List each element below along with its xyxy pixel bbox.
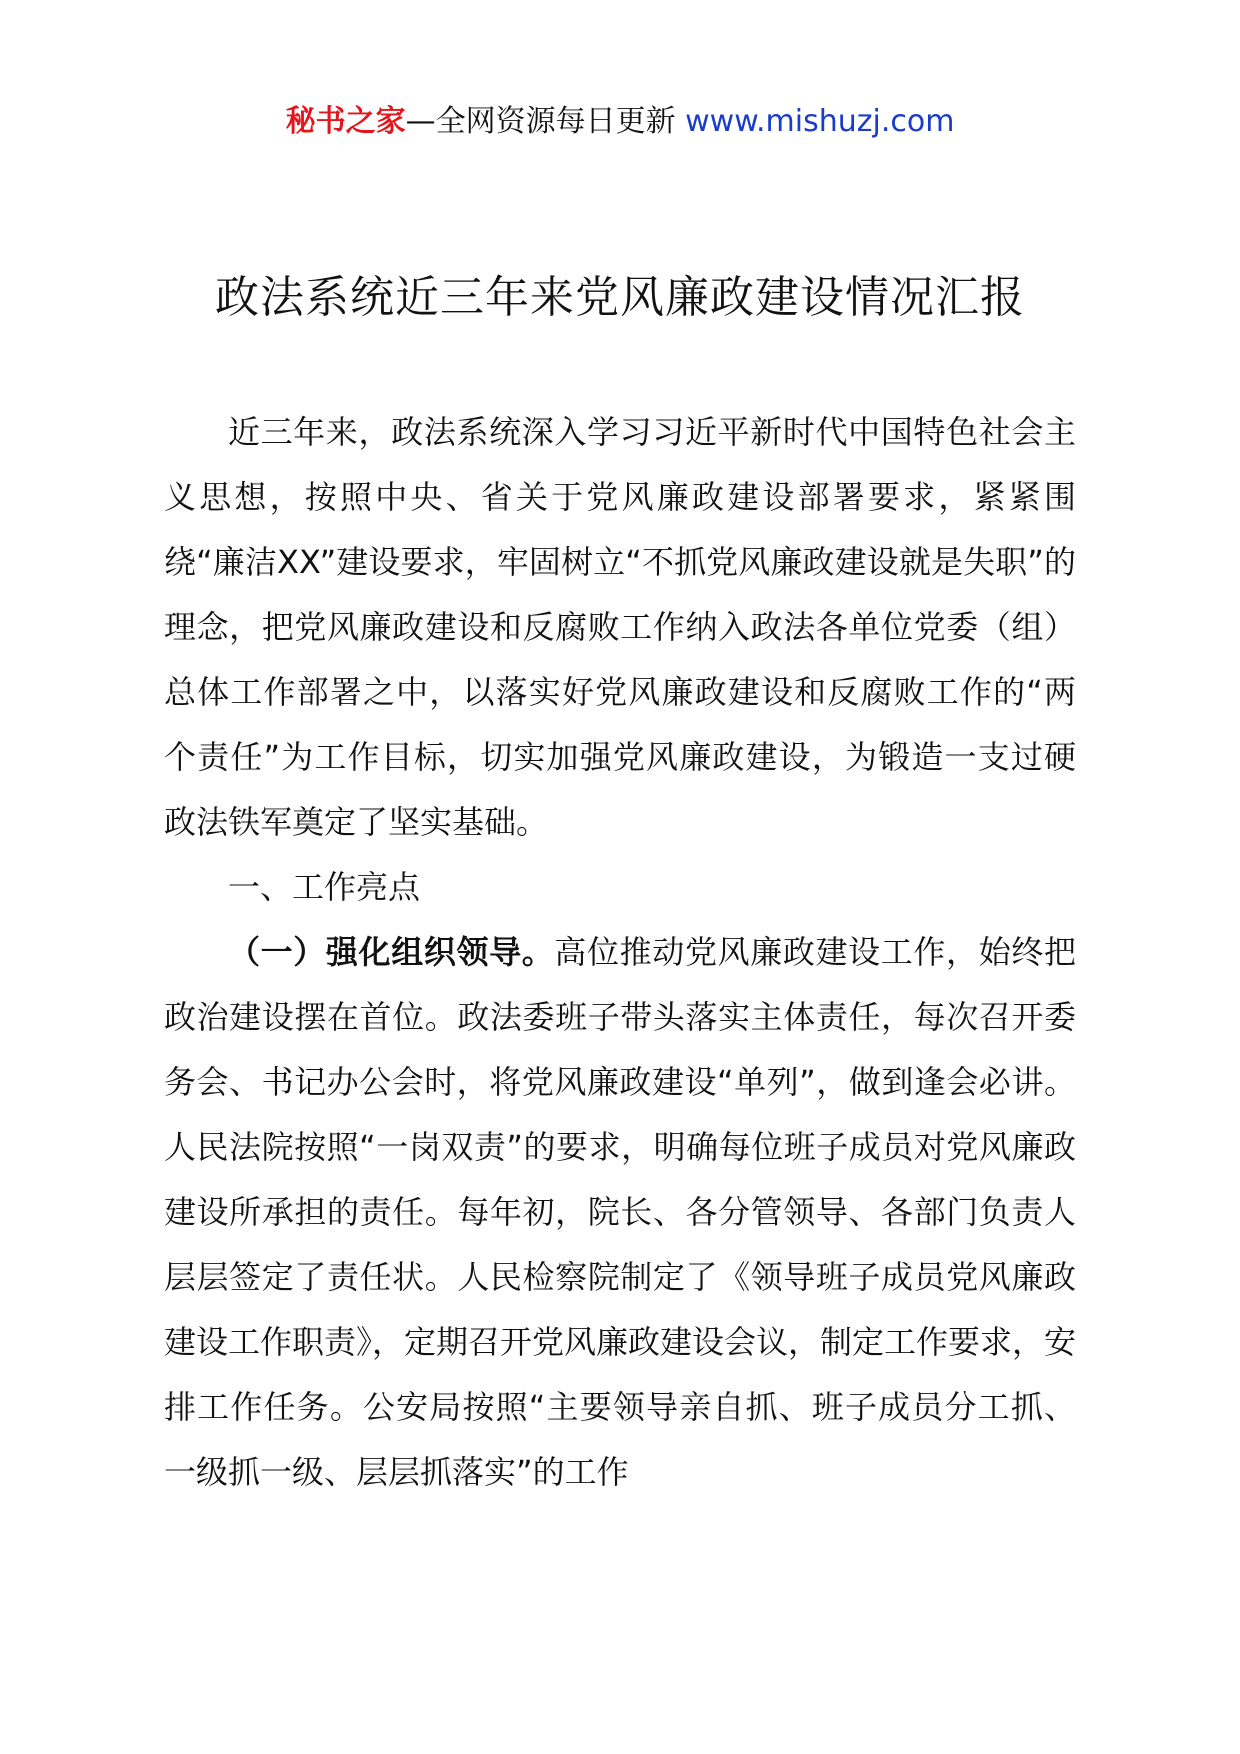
- document-body: [164, 400, 1076, 1505]
- watermark-header: [0, 100, 1240, 144]
- subsection-body: 高位推动党风廉政建设工作，始终把政治建设摆在首位。政法委班子带头落实主体责任，每次召开委务会、书记办公会时，将党风廉政建设“单列”，做到逢会必讲。人民法院按照“一岗双责”的要求，明确每位班子成员对党风廉政建设所承担的责任。每年初，院长、各分管领导、各部门负责人层层签定了责任状。人民检察院制定了《领导班子成员党风廉政建设工作职责》，定期召开党风廉政建设会议，制定工作要求，安排工作任务。公安局按照“主要领导亲自抓、班子成员分工抓、一级抓一级、层层抓落实”的工作: [164, 933, 1077, 1491]
- site-url-link[interactable]: www.mishuzj.com: [685, 104, 955, 139]
- subsection-paragraph: [164, 920, 1076, 1505]
- section-heading: 一、工作亮点: [228, 868, 421, 906]
- document-title: 政法系统近三年来党风廉政建设情况汇报: [215, 272, 1025, 323]
- intro-paragraph: 近三年来，政法系统深入学习习近平新时代中国特色社会主义思想，按照中央、省关于党风廉政建设部署要求，紧紧围绕“廉洁XX”建设要求，牢固树立“不抓党风廉政建设就是失职”的理念，把党风廉政建设和反腐败工作纳入政法各单位党委（组）总体工作部署之中，以落实好党风廉政建设和反腐败工作的“两个责任”为工作目标，切实加强党风廉政建设，为锻造一支过硬政法铁军奠定了坚实基础。: [164, 413, 1076, 841]
- subsection-lead: （一）强化组织领导。: [228, 933, 555, 971]
- brand-name: 秘书之家: [285, 104, 406, 139]
- header-tagline: —全网资源每日更新: [405, 104, 676, 139]
